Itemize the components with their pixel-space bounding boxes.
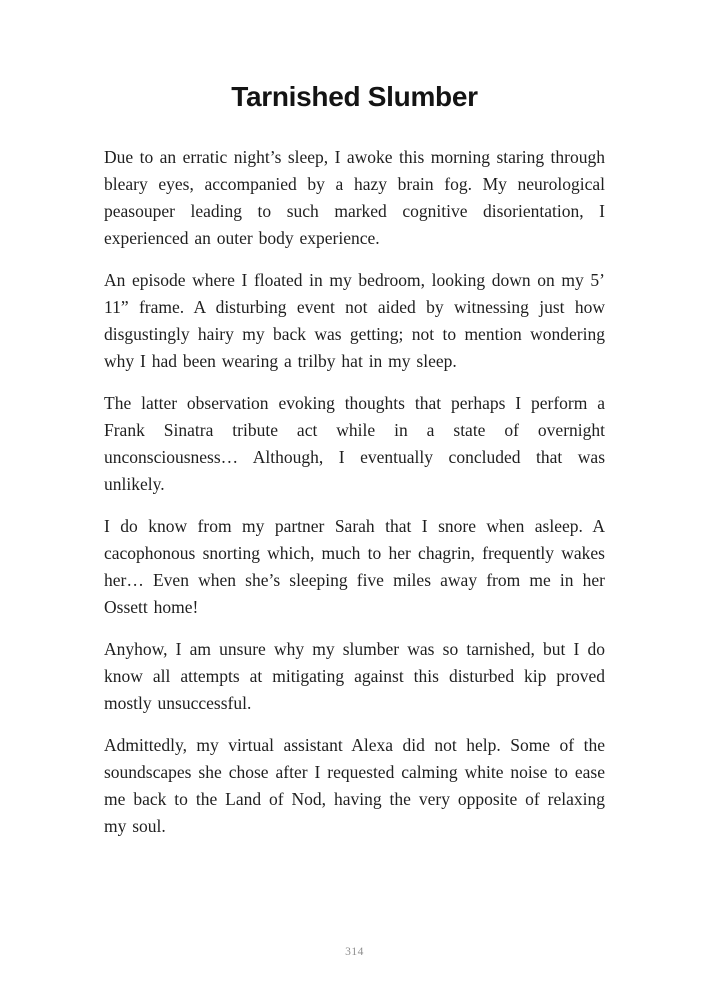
chapter-title: Tarnished Slumber bbox=[231, 81, 478, 112]
page-number: 314 bbox=[345, 946, 364, 958]
paragraph-3: The latter observation evoking thoughts that perhaps I perform a Frank Sinatra tribute act while in a state of overnight unconsciousness… Although, I eventually concluded that was unlikely. bbox=[104, 393, 605, 494]
paragraph-5: Anyhow, I am unsure why my slumber was so tarnished, but I do know all attempts at mitigating against this disturbed kip proved mostly unsuccessful. bbox=[104, 639, 605, 713]
paragraph-4: I do know from my partner Sarah that I snore when asleep. A cacophonous snorting which, much to her chagrin, frequently wakes her… Even when she’s sleeping five miles away from me in her Ossett home! bbox=[104, 516, 605, 617]
paragraph-6: Admittedly, my virtual assistant Alexa did not help. Some of the soundscapes she chose after I requested calming white noise to ease me back to the Land of Nod, having the very opposite of relaxing my soul. bbox=[104, 735, 605, 836]
body-text bbox=[104, 144, 605, 840]
paragraph-2: An episode where I floated in my bedroom, looking down on my 5’ 11” frame. A disturbing event not aided by witnessing just how disgustingly hairy my back was getting; not to mention wondering why I had been wearing a trilby hat in my sleep. bbox=[104, 270, 605, 371]
paragraph-1: Due to an erratic night’s sleep, I awoke this morning staring through bleary eyes, accompanied by a hazy brain fog. My neurological peasouper leading to such marked cognitive disorientation, I experienced an outer body experience. bbox=[104, 147, 605, 248]
